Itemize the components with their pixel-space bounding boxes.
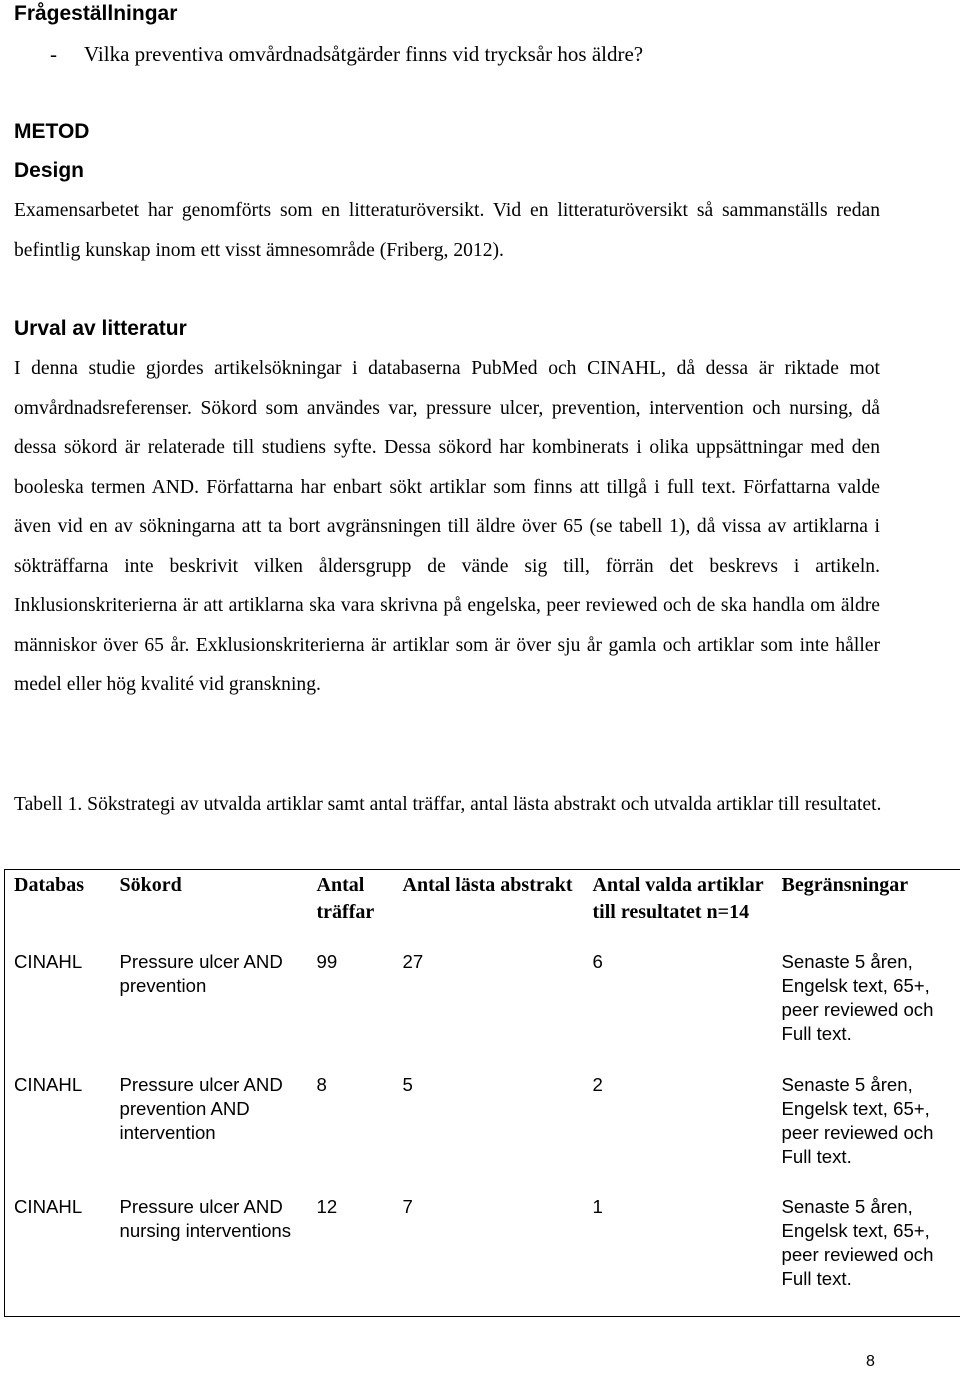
table-row: [5, 1073, 960, 1195]
header-selected: Antal valda artiklar till resultatet n=14: [592, 874, 764, 923]
header-keywords: Sökord: [119, 874, 182, 896]
table-row: [5, 950, 960, 1073]
cell-keywords: Pressure ulcer AND prevention AND intervention: [119, 1074, 283, 1143]
cell-abstracts: 27: [402, 951, 424, 972]
table-caption: Tabell 1. Sökstrategi av utvalda artiklar samt antal träffar, antal lästa abstrakt och utvalda artiklar till resultatet.: [14, 794, 882, 815]
questions-heading: Frågeställningar: [14, 2, 178, 25]
cell-database: CINAHL: [14, 1074, 83, 1095]
cell-abstracts: 5: [402, 1074, 413, 1095]
cell-abstracts: 7: [402, 1196, 413, 1217]
cell-selected: 2: [592, 1074, 603, 1095]
cell-keywords: Pressure ulcer AND prevention: [119, 951, 283, 996]
cell-limits: Senaste 5 åren, Engelsk text, 65+, peer reviewed och Full text.: [781, 951, 934, 1044]
cell-limits: Senaste 5 åren, Engelsk text, 65+, peer reviewed och Full text.: [781, 1074, 934, 1167]
page-number: 8: [866, 1353, 875, 1370]
method-heading: METOD: [14, 120, 90, 143]
cell-hits: 12: [316, 1196, 338, 1217]
list-marker: -: [50, 42, 57, 66]
design-paragraph: Examensarbetet har genomförts som en litteraturöversikt. Vid en litteraturöversikt så sammanställs redan befintlig kunskap inom ett visst ämnesområde (Friberg, 2012).: [14, 200, 880, 261]
question-text: Vilka preventiva omvårdnadsåtgärder finns vid trycksår hos äldre?: [84, 42, 644, 66]
cell-keywords: Pressure ulcer AND nursing interventions: [119, 1196, 292, 1241]
cell-hits: 8: [316, 1074, 327, 1095]
header-hits: Antal träffar: [316, 874, 375, 923]
header-database: Databas: [14, 874, 85, 896]
question-item: [14, 42, 643, 66]
header-limits: Begränsningar: [781, 874, 909, 896]
table-header-row: [5, 870, 960, 951]
cell-limits: Senaste 5 åren, Engelsk text, 65+, peer reviewed och Full text.: [781, 1196, 934, 1289]
cell-hits: 99: [316, 951, 338, 972]
table-row: [5, 1195, 960, 1317]
design-heading: Design: [14, 159, 85, 182]
search-strategy-table: [4, 869, 960, 1317]
header-abstracts: Antal lästa abstrakt: [402, 874, 573, 896]
cell-selected: 6: [592, 951, 603, 972]
selection-paragraph: I denna studie gjordes artikelsökningar i databaserna PubMed och CINAHL, då dessa är riktade mot omvårdnadsreferenser. Sökord som användes var, pressure ulcer, prevention, intervention och nursing, då dessa sökord är relaterade till studiens syfte. Dessa sökord har kombinerats i olika uppsättningar med den booleska termen AND. Författarna har enbart sökt artiklar som finns att tillgå i full text. Författarna valde även vid en av sökningarna att ta bort avgränsningen till äldre över 65 (se tabell 1), då vissa av artiklarna i sökträffarna inte beskrivit vilken åldersgrupp de vände sig till, förrän det beskrevs i artikeln. Inklusionskriterierna är att artiklarna ska vara skrivna på engelska, peer reviewed och de ska handla om äldre människor över 65 år. Exklusionskriterierna är artiklar som är över sju år gamla och artiklar som inte håller medel eller hög kvalité vid granskning.: [14, 358, 880, 695]
cell-database: CINAHL: [14, 1196, 83, 1217]
cell-selected: 1: [592, 1196, 603, 1217]
cell-database: CINAHL: [14, 951, 83, 972]
selection-heading: Urval av litteratur: [14, 317, 187, 340]
